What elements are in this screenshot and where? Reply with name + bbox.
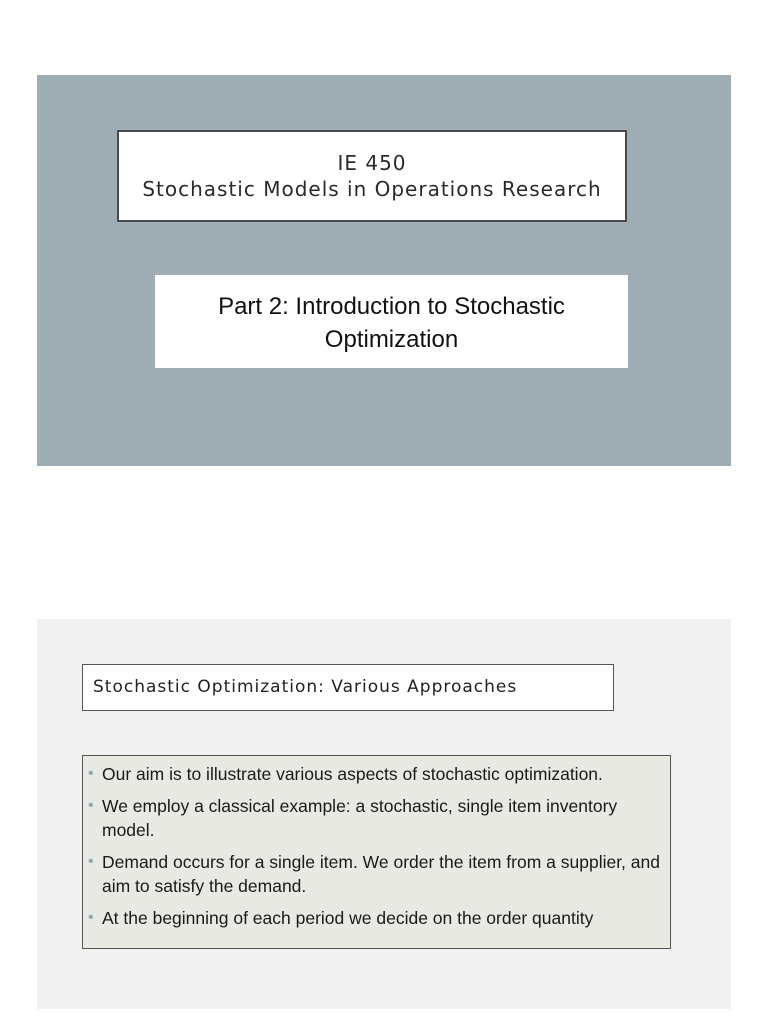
content-slide xyxy=(37,619,731,1009)
part-title-box xyxy=(155,275,628,368)
course-title: Stochastic Models in Operations Research xyxy=(142,177,602,201)
part-title-line-2: Optimization xyxy=(324,326,459,353)
bullet-item: • Our aim is to illustrate various aspects of stochastic optimization. xyxy=(88,762,662,786)
course-code: IE 450 xyxy=(337,151,407,175)
course-title-box xyxy=(117,130,627,222)
bullet-list xyxy=(82,755,671,949)
bullet-item: • Demand occurs for a single item. We order the item from a supplier, and aim to satisfy the demand. xyxy=(88,850,662,898)
title-slide xyxy=(37,75,731,466)
section-title: Stochastic Optimization: Various Approaches xyxy=(82,664,614,711)
part-title-line-1: Part 2: Introduction to Stochastic xyxy=(218,293,565,320)
bullet-item: • At the beginning of each period we decide on the order quantity xyxy=(88,906,662,930)
bullet-item: • We employ a classical example: a stochastic, single item inventory model. xyxy=(88,794,662,842)
